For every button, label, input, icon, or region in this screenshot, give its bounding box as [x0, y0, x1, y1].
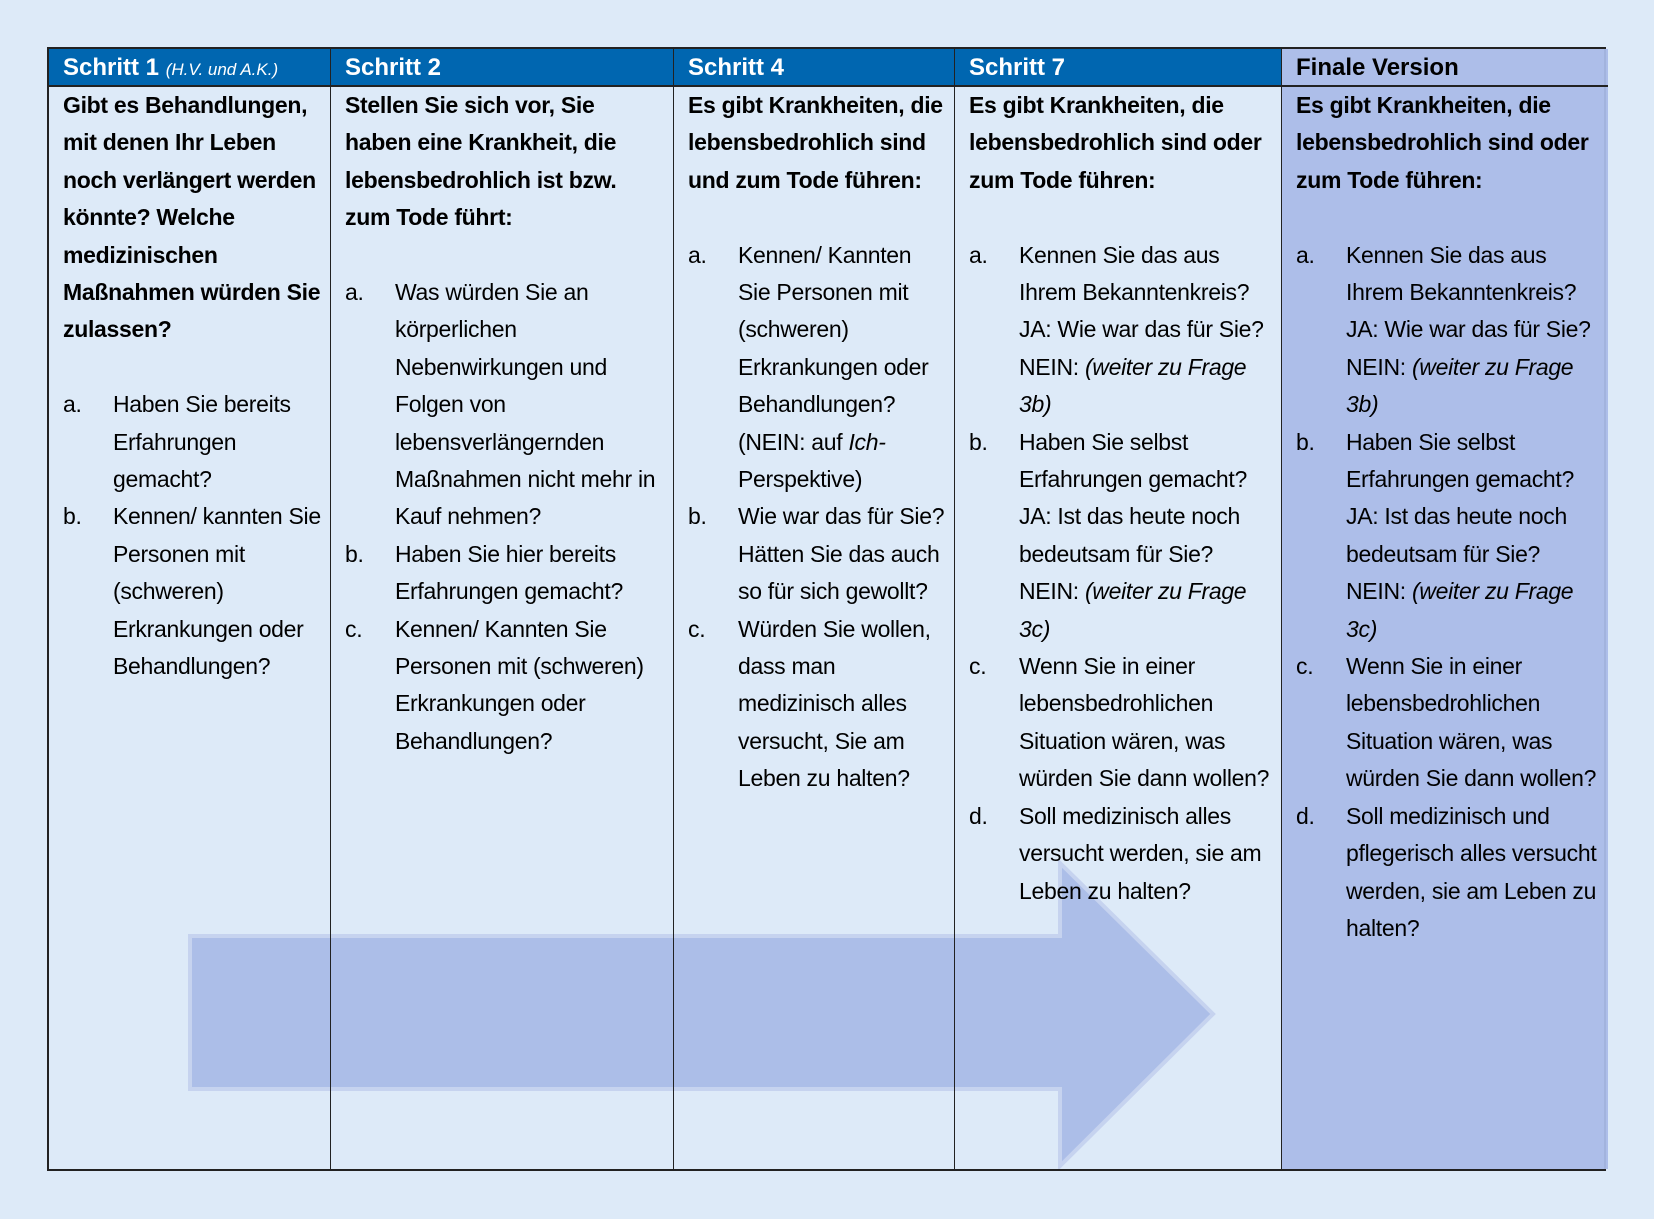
column-body: [331, 87, 673, 760]
column-body: [49, 87, 330, 685]
table-column: [674, 49, 955, 1169]
question-item: [688, 611, 946, 798]
item-text-segment: Haben Sie bereits Erfahrungen gemacht?: [113, 391, 291, 493]
question-intro: Gibt es Behandlungen, mit denen Ihr Leben noch verlängert werden könnte? Welche medizinischen Maßnahmen würden Sie zulassen?: [63, 92, 321, 343]
item-text-segment: Kennen/ Kannten Sie Personen mit (schweren) Erkrankungen oder Behandlungen? (NEIN: auf: [738, 241, 929, 455]
item-text-segment: (weiter zu Frage 3b): [1346, 353, 1574, 418]
table-column: [331, 49, 674, 1169]
item-text: [1346, 648, 1600, 798]
item-text: [1019, 648, 1273, 798]
item-letter: d.: [1296, 802, 1315, 829]
item-text: [395, 611, 665, 761]
item-text: [738, 498, 946, 610]
question-item: [969, 648, 1273, 798]
column-title: Schritt 4: [688, 54, 785, 81]
column-title: Schritt 1: [63, 54, 160, 81]
item-letter: b.: [345, 540, 364, 567]
item-letter: c.: [345, 615, 363, 642]
item-text-segment: (weiter zu Frage 3c): [1346, 578, 1574, 642]
item-letter: a.: [969, 241, 988, 268]
question-intro: Es gibt Krankheiten, die lebensbedrohlich sind oder zum Tode führen:: [1296, 92, 1589, 193]
column-header: [331, 49, 673, 87]
item-text-segment: Kennen Sie das aus Ihrem Bekanntenkreis? JA: Wie war das für Sie? NEIN:: [1019, 241, 1264, 380]
question-item: [1296, 237, 1600, 424]
item-text-segment: (weiter zu Frage 3b): [1019, 353, 1247, 418]
item-letter: c.: [1296, 653, 1314, 680]
question-intro: Es gibt Krankheiten, die lebensbedrohlich sind oder zum Tode führen:: [969, 92, 1262, 193]
column-title: Finale Version: [1296, 54, 1459, 81]
question-item: [969, 237, 1273, 424]
item-text: [1019, 237, 1273, 424]
item-letter: b.: [63, 503, 82, 530]
question-item: [1296, 648, 1600, 798]
table-column: [49, 49, 331, 1169]
question-item: [1296, 798, 1600, 948]
item-letter: b.: [969, 428, 988, 455]
item-letter: a.: [1296, 241, 1315, 268]
item-text: [738, 611, 946, 798]
column-header: [1282, 49, 1608, 87]
item-text: [1346, 237, 1600, 424]
question-item: [688, 237, 946, 499]
column-title: Schritt 7: [969, 54, 1066, 81]
item-text: [1019, 798, 1273, 910]
item-text-segment: Haben Sie selbst Erfahrungen gemacht? JA: Ist das heute noch bedeutsam für Sie? NEIN:: [1346, 428, 1574, 605]
item-text: [1346, 424, 1600, 648]
question-item: [63, 498, 322, 685]
question-item: [345, 536, 665, 611]
item-text: [395, 536, 665, 611]
question-item: [63, 386, 322, 498]
question-item: [345, 274, 665, 536]
column-body: [955, 87, 1281, 910]
table-column: [955, 49, 1282, 1169]
item-text-segment: Wenn Sie in einer lebensbedrohlichen Situation wären, was würden Sie dann wollen?: [1346, 653, 1597, 792]
item-letter: c.: [969, 653, 987, 680]
item-text-segment: Wie war das für Sie? Hätten Sie das auch so für sich gewollt?: [738, 503, 945, 605]
item-letter: c.: [688, 615, 706, 642]
item-text-segment: Soll medizinisch und pflegerisch alles versucht werden, sie am Leben zu halten?: [1346, 802, 1597, 941]
item-text: [395, 274, 665, 536]
item-letter: d.: [969, 802, 988, 829]
column-header: [674, 49, 954, 87]
column-note: (H.V. und A.K.): [165, 60, 279, 79]
item-letter: a.: [688, 241, 707, 268]
item-text-segment: Soll medizinisch alles versucht werden, sie am Leben zu halten?: [1019, 802, 1262, 904]
question-item: [969, 798, 1273, 910]
item-text-segment: Kennen/ kannten Sie Personen mit (schweren) Erkrankungen oder Behandlungen?: [113, 503, 321, 680]
item-text-segment: Würden Sie wollen, dass man medizinisch alles versucht, Sie am Leben zu halten?: [738, 615, 931, 792]
question-item: [1296, 424, 1600, 648]
column-header: [955, 49, 1281, 87]
item-letter: b.: [688, 503, 707, 530]
item-text-segment: Kennen Sie das aus Ihrem Bekanntenkreis? JA: Wie war das für Sie? NEIN:: [1346, 241, 1591, 380]
question-intro: Es gibt Krankheiten, die lebensbedrohlich sind und zum Tode führen:: [688, 92, 943, 193]
item-text-segment: Haben Sie hier bereits Erfahrungen gemacht?: [395, 540, 623, 605]
item-letter: a.: [63, 391, 82, 418]
item-letter: a.: [345, 279, 364, 306]
interview-guide-table: [47, 47, 1606, 1171]
item-text: [113, 498, 322, 685]
column-title: Schritt 2: [345, 54, 442, 81]
item-text: [1019, 424, 1273, 648]
item-text-segment: (weiter zu Frage 3c): [1019, 578, 1247, 642]
column-body: [1282, 87, 1608, 947]
question-intro: Stellen Sie sich vor, Sie haben eine Krankheit, die lebensbedrohlich ist bzw. zum Tode führt:: [345, 92, 617, 231]
item-text-segment: Haben Sie selbst Erfahrungen gemacht? JA: Ist das heute noch bedeutsam für Sie? NEIN:: [1019, 428, 1247, 605]
item-text-segment: Perspektive): [738, 466, 863, 493]
item-text-segment: Wenn Sie in einer lebensbedrohlichen Situation wären, was würden Sie dann wollen?: [1019, 653, 1270, 792]
question-item: [688, 498, 946, 610]
table-column: [1282, 49, 1608, 1169]
item-text-segment: Kennen/ Kannten Sie Personen mit (schweren) Erkrankungen oder Behandlungen?: [395, 615, 644, 754]
item-text: [1346, 798, 1600, 948]
item-text-segment: Ich-: [848, 428, 886, 455]
item-text: [738, 237, 946, 499]
question-item: [969, 424, 1273, 648]
item-text: [113, 386, 322, 498]
column-body: [674, 87, 954, 798]
item-letter: b.: [1296, 428, 1315, 455]
question-item: [345, 611, 665, 761]
column-header: [49, 49, 330, 87]
item-text-segment: Was würden Sie an körperlichen Nebenwirkungen und Folgen von lebensverlängernden Maßnahmen nicht mehr in Kauf nehmen?: [395, 279, 656, 530]
